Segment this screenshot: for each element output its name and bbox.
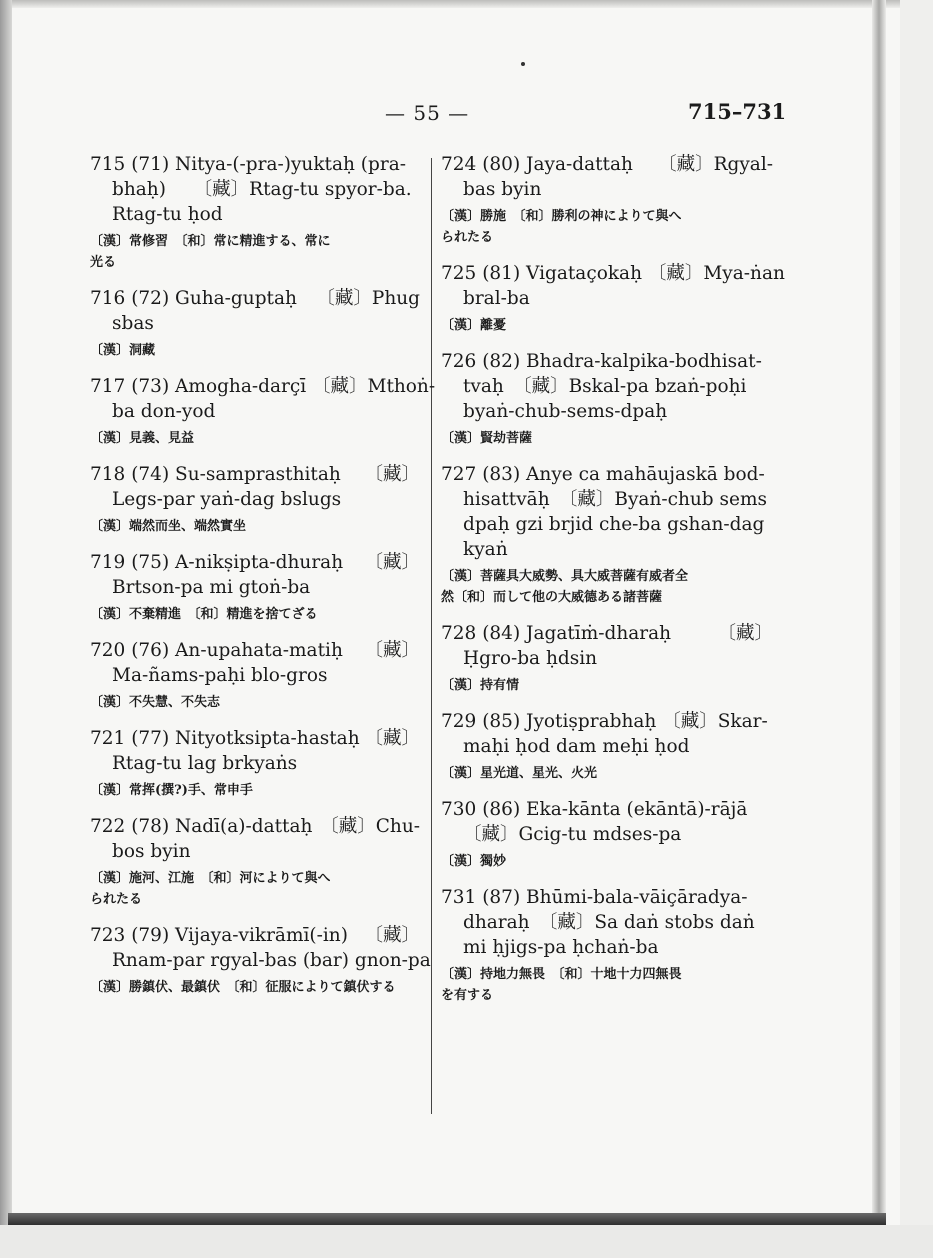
entry-headword-line [441, 709, 773, 734]
translation-note: 〔漢〕不棄精進 〔和〕精進を捨てざる [90, 607, 318, 622]
translation-note: 〔漢〕星光道、星光、火光 [441, 766, 598, 781]
entry-line-text: 715 (71) Nitya-(-pra-)yuktaḥ (pra- [90, 154, 406, 175]
entry-line-text: 730 (86) Eka-kānta (ekāntā)-rājā [441, 799, 748, 820]
translation-note: 〔漢〕離憂 [441, 318, 507, 333]
entry-headword-line [90, 923, 420, 948]
entry-continuation-line [90, 663, 420, 688]
tibetan-marker: 〔藏〕 [364, 552, 420, 573]
entry-headword-line [441, 885, 773, 910]
entry-headword-line [441, 621, 773, 646]
translation-note: 〔漢〕勝鎮伏、最鎮伏 〔和〕征服によりて鎮伏する [90, 980, 396, 995]
entry-continuation-line [441, 822, 773, 847]
entry-continuation-line [441, 487, 773, 512]
entry-line-text: hisattvāḥ 〔藏〕Byaṅ-chub sems [463, 489, 768, 510]
tibetan-marker: 〔藏〕 [364, 464, 420, 485]
page-edge-right [872, 0, 886, 1220]
translation-note: 〔漢〕持有情 [441, 678, 520, 693]
translation-note: 〔漢〕端然而坐、端然實坐 [90, 519, 247, 534]
translation-note: 〔漢〕獨妙 [441, 854, 507, 869]
dictionary-entry [441, 621, 773, 696]
page-edge-top [0, 0, 933, 8]
entry-continuation-line [90, 575, 420, 600]
dictionary-entry [90, 923, 431, 998]
translation-note: 〔漢〕施河、江施 〔和〕河によりて與へ [90, 871, 331, 886]
entry-line-text: bral-ba [463, 288, 530, 309]
entry-continuation-line [441, 646, 773, 671]
entry-line-text: 716 (72) Guha-guptaḥ [90, 288, 297, 309]
translation-note: 〔漢〕賢劫菩薩 [441, 431, 533, 446]
entry-continuation-line [90, 839, 420, 864]
entry-continuation-line [441, 537, 773, 562]
entry-headword-line [441, 349, 773, 374]
entry-line-text: Brtson-pa mi gtoṅ-ba [112, 577, 311, 598]
translation-note: 〔漢〕見義、見益 [90, 431, 195, 446]
translation-note: られたる [90, 892, 143, 907]
entry-line-text: kyaṅ [463, 539, 508, 560]
entry-continuation-line [441, 910, 773, 935]
entry-line-text: 722 (78) Nadī(a)-dattaḥ [90, 816, 313, 837]
entry-line-text: Rnam-par rgyal-bas (bar) gnon-pa [112, 950, 431, 971]
right-column [441, 152, 785, 1019]
entry-line-text: Legs-par yaṅ-dag bslugs [112, 489, 342, 510]
entry-continuation-line [441, 374, 773, 399]
translation-note: 光る [90, 255, 117, 270]
dictionary-entry [90, 638, 420, 713]
entry-headword-line [441, 462, 773, 487]
translation-note: 〔漢〕勝施 〔和〕勝利の神によりて與へ [441, 209, 682, 224]
entry-headword-line [90, 374, 436, 399]
tibetan-marker: 〔藏〕 [364, 728, 420, 749]
entry-line-text: bas byin [463, 179, 542, 200]
dictionary-entry [441, 152, 773, 248]
entry-continuation-line [90, 948, 431, 973]
entry-line-text: 723 (79) Vijaya-vikrāmī(-in) [90, 925, 348, 946]
tibetan-marker: 〔藏〕Phug [316, 288, 420, 309]
book-margin-right [900, 0, 933, 1258]
tibetan-marker: 〔藏〕 [364, 640, 420, 661]
dictionary-entry [90, 814, 420, 910]
entry-line-text: bhaḥ) 〔藏〕Rtag-tu spyor-ba. [112, 179, 412, 200]
entry-line-text: 728 (84) Jagatīṁ-dharaḥ [441, 623, 672, 644]
entry-line-text: 724 (80) Jaya-dattaḥ [441, 154, 633, 175]
entry-continuation-line [90, 399, 420, 424]
ink-speck [521, 62, 525, 66]
page-edge-left [0, 0, 12, 1258]
entry-headword-line [90, 638, 420, 663]
entry-line-text: 729 (85) Jyotiṣprabhaḥ 〔藏〕Skar- [441, 711, 768, 732]
entry-line-text: 727 (83) Anye ca mahāujaskā bod- [441, 464, 765, 485]
entry-line-text: 721 (77) Nityotksipta-hastaḥ [90, 728, 360, 749]
entry-line-text: Ḥgro-ba ḥdsin [463, 648, 598, 669]
dictionary-entry [90, 550, 420, 625]
entry-continuation-line [441, 177, 773, 202]
dictionary-entry [441, 349, 773, 449]
dictionary-entry [90, 374, 436, 449]
entry-headword-line [90, 462, 420, 487]
entry-line-text: 720 (76) An-upahata-matiḥ [90, 640, 343, 661]
entry-line-text: 725 (81) Vigataçokaḥ 〔藏〕Mya-ṅan [441, 263, 785, 284]
dictionary-entry [441, 462, 773, 608]
entry-headword-line [90, 726, 420, 751]
entry-line-text: Rtag-tu lag brkyaṅs [112, 753, 298, 774]
entry-line-text: 〔藏〕Gcig-tu mdses-pa [463, 824, 682, 845]
entry-line-text: mi ḥjigs-pa ḥchaṅ-ba [463, 937, 659, 958]
entry-continuation-line [441, 734, 773, 759]
dictionary-entry [90, 726, 420, 801]
tibetan-marker: 〔藏〕 [717, 623, 773, 644]
tibetan-marker: 〔藏〕 [364, 925, 420, 946]
entry-line-text: 719 (75) A-nikṣipta-dhuraḥ [90, 552, 344, 573]
entry-continuation-line [441, 512, 773, 537]
entry-line-text: ba don-yod [112, 401, 216, 422]
translation-note: 然〔和〕而して他の大威德ある諸菩薩 [441, 590, 663, 605]
page-number-header: — 55 — [385, 101, 470, 125]
entry-headword-line [90, 550, 420, 575]
translation-note: られたる [441, 230, 494, 245]
entry-line-text: 726 (82) Bhadra-kalpika-bodhisat- [441, 351, 762, 372]
entry-line-text: Ma-ñams-paḥi blo-gros [112, 665, 328, 686]
translation-note: 〔漢〕菩薩具大威勢、具大威菩薩有威者全 [441, 569, 689, 584]
left-column [90, 152, 436, 1011]
entry-continuation-line [90, 177, 420, 202]
entry-line-text: 731 (87) Bhūmi-bala-vāiçāradya- [441, 887, 748, 908]
entry-line-text: bos byin [112, 841, 191, 862]
dictionary-entry [441, 797, 773, 872]
translation-note: を有する [441, 988, 494, 1003]
entry-continuation-line [90, 751, 420, 776]
entry-headword-line [90, 286, 420, 311]
entry-line-text: maḥi ḥod dam meḥi ḥod [463, 736, 690, 757]
translation-note: 〔漢〕常挥(撰?)手、常申手 [90, 783, 253, 798]
entry-continuation-line [441, 399, 773, 424]
entry-headword-line [90, 152, 420, 177]
entry-line-text: 718 (74) Su-samprasthitaḥ [90, 464, 341, 485]
entry-line-text: dharaḥ 〔藏〕Sa daṅ stobs daṅ [463, 912, 755, 933]
dictionary-entry [90, 286, 420, 361]
entry-range-header: 715–731 [688, 99, 787, 124]
entry-line-text: byaṅ-chub-sems-dpaḥ [463, 401, 668, 422]
book-margin-bottom [0, 1225, 933, 1258]
translation-note: 〔漢〕持地力無畏 〔和〕十地十力四無畏 [441, 967, 682, 982]
tibetan-marker: 〔藏〕Rgyal- [658, 154, 773, 175]
entry-headword-line [441, 261, 785, 286]
entry-continuation-line [90, 202, 420, 227]
entry-headword-line [441, 797, 773, 822]
dictionary-entry [441, 885, 773, 1006]
entry-line-text: dpaḥ gzi brjid che-ba gshan-dag [463, 514, 765, 535]
dictionary-entry [90, 152, 420, 273]
entry-line-text: 717 (73) Amogha-darçī 〔藏〕Mthoṅ- [90, 376, 436, 397]
entry-continuation-line [90, 487, 420, 512]
entry-continuation-line [441, 286, 773, 311]
translation-note: 〔漢〕不失慧、不失志 [90, 695, 221, 710]
entry-headword-line [441, 152, 773, 177]
dictionary-entry [90, 462, 420, 537]
dictionary-entry [441, 261, 785, 336]
entry-headword-line [90, 814, 420, 839]
tibetan-marker: 〔藏〕Chu- [320, 816, 420, 837]
page-edge-bottom [8, 1213, 886, 1225]
entry-line-text: sbas [112, 313, 154, 334]
entry-continuation-line [90, 311, 420, 336]
translation-note: 〔漢〕常修習 〔和〕常に精進する、常に [90, 234, 331, 249]
entry-line-text: tvaḥ 〔藏〕Bskal-pa bzaṅ-poḥi [463, 376, 747, 397]
entry-line-text: Rtag-tu ḥod [112, 204, 223, 225]
entry-continuation-line [441, 935, 773, 960]
translation-note: 〔漢〕洞藏 [90, 343, 156, 358]
column-divider [431, 158, 432, 1114]
dictionary-entry [441, 709, 773, 784]
